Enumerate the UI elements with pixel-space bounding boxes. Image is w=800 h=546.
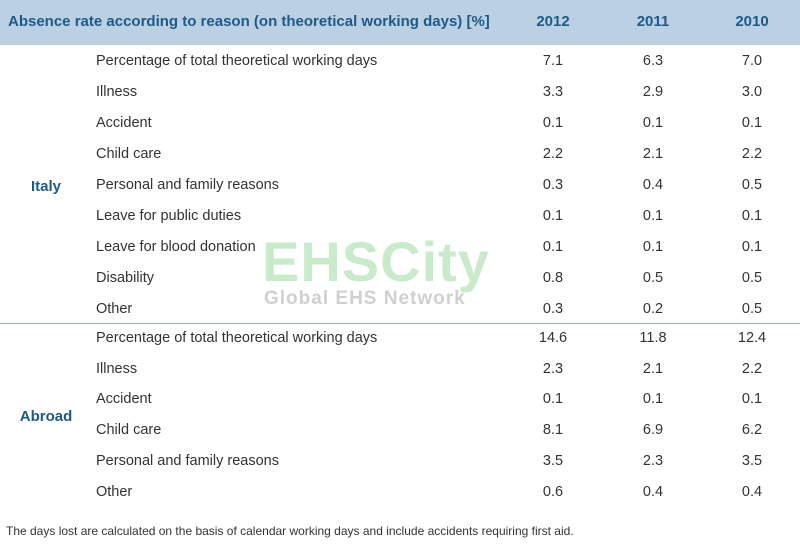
- cell-2010: 3.5: [741, 453, 763, 469]
- cell-2010: 2.2: [741, 146, 763, 162]
- cell-2012: 3.3: [542, 84, 564, 100]
- cell-2011: 0.1: [642, 115, 664, 131]
- row-label: Disability: [96, 270, 155, 286]
- row-label: Illness: [96, 361, 138, 377]
- watermark-tagline: Global EHS Network: [264, 288, 466, 309]
- row-label: Personal and family reasons: [96, 177, 279, 193]
- cell-2011: 2.3: [642, 453, 664, 469]
- cell-2011: 0.1: [642, 208, 664, 224]
- group-italy: [0, 46, 800, 323]
- cell-2012: 14.6: [538, 330, 568, 346]
- group-label: Italy: [30, 178, 61, 195]
- cell-2010: 7.0: [741, 53, 763, 69]
- cell-2012: 0.1: [542, 239, 564, 255]
- cell-2011: 6.3: [642, 53, 664, 69]
- row-label: Personal and family reasons: [96, 453, 279, 469]
- row-label: Accident: [96, 115, 152, 131]
- table-row: [0, 355, 800, 386]
- cell-2011: 6.9: [642, 422, 664, 438]
- watermark-brand: EHSCity: [262, 230, 490, 293]
- cell-2011: 11.8: [639, 330, 667, 346]
- cell-2012: 0.3: [542, 301, 564, 317]
- cell-2011: 0.2: [642, 301, 664, 317]
- table-row: [0, 78, 800, 109]
- table-row: [0, 202, 800, 233]
- table-row: [0, 140, 800, 171]
- cell-2012: 0.3: [542, 177, 564, 193]
- table-row: [0, 478, 800, 509]
- row-label: Accident: [96, 391, 152, 407]
- cell-2010: 0.5: [741, 270, 763, 286]
- table-row: [0, 385, 800, 416]
- cell-2012: 3.5: [542, 453, 564, 469]
- table-header: [0, 0, 800, 45]
- cell-2012: 2.3: [542, 361, 564, 377]
- table-row: [0, 47, 800, 78]
- year-header-2011: 2011: [636, 13, 670, 30]
- cell-2012: 0.1: [542, 208, 564, 224]
- year-header-2010: 2010: [735, 13, 769, 30]
- cell-2012: 7.1: [542, 53, 564, 69]
- cell-2011: 2.1: [642, 146, 664, 162]
- cell-2012: 0.8: [542, 270, 564, 286]
- cell-2010: 0.1: [741, 391, 763, 407]
- cell-2011: 0.1: [642, 239, 664, 255]
- footnote: The days lost are calculated on the basis of calendar working days and include accidents requiring first aid.: [6, 524, 574, 538]
- table-row: [0, 324, 800, 355]
- cell-2010: 0.5: [741, 301, 763, 317]
- cell-2010: 2.2: [741, 361, 763, 377]
- table-title: Absence rate according to reason (on theoretical working days) [%]: [8, 13, 490, 30]
- table-row: [0, 109, 800, 140]
- cell-2010: 3.0: [741, 84, 763, 100]
- cell-2012: 0.1: [542, 115, 564, 131]
- cell-2011: 2.9: [642, 84, 664, 100]
- cell-2011: 0.1: [642, 391, 664, 407]
- cell-2010: 0.5: [741, 177, 763, 193]
- table-row: [0, 447, 800, 478]
- row-label: Child care: [96, 146, 162, 162]
- cell-2011: 0.4: [642, 484, 664, 500]
- row-label: Illness: [96, 84, 138, 100]
- cell-2012: 0.1: [542, 391, 564, 407]
- cell-2010: 0.1: [741, 239, 763, 255]
- row-label: Leave for blood donation: [96, 239, 256, 255]
- cell-2011: 0.4: [642, 177, 664, 193]
- row-label: Other: [96, 301, 133, 317]
- cell-2010: 12.4: [737, 330, 767, 346]
- table-row: [0, 416, 800, 447]
- table-row: [0, 264, 800, 295]
- cell-2012: 2.2: [542, 146, 564, 162]
- group-label: Abroad: [19, 408, 73, 425]
- year-header-2012: 2012: [536, 13, 570, 30]
- row-label: Child care: [96, 422, 162, 438]
- table-row: [0, 295, 800, 326]
- group-abroad: [0, 323, 800, 509]
- cell-2012: 0.6: [542, 484, 564, 500]
- table-row: [0, 171, 800, 202]
- row-label: Percentage of total theoretical working days: [96, 330, 378, 346]
- row-label: Other: [96, 484, 133, 500]
- cell-2012: 8.1: [542, 422, 564, 438]
- cell-2011: 0.5: [642, 270, 664, 286]
- table-row: [0, 233, 800, 264]
- cell-2010: 0.4: [741, 484, 763, 500]
- cell-2010: 6.2: [741, 422, 763, 438]
- row-label: Percentage of total theoretical working days: [96, 53, 378, 69]
- cell-2010: 0.1: [741, 208, 763, 224]
- cell-2010: 0.1: [741, 115, 763, 131]
- cell-2011: 2.1: [642, 361, 664, 377]
- row-label: Leave for public duties: [96, 208, 242, 224]
